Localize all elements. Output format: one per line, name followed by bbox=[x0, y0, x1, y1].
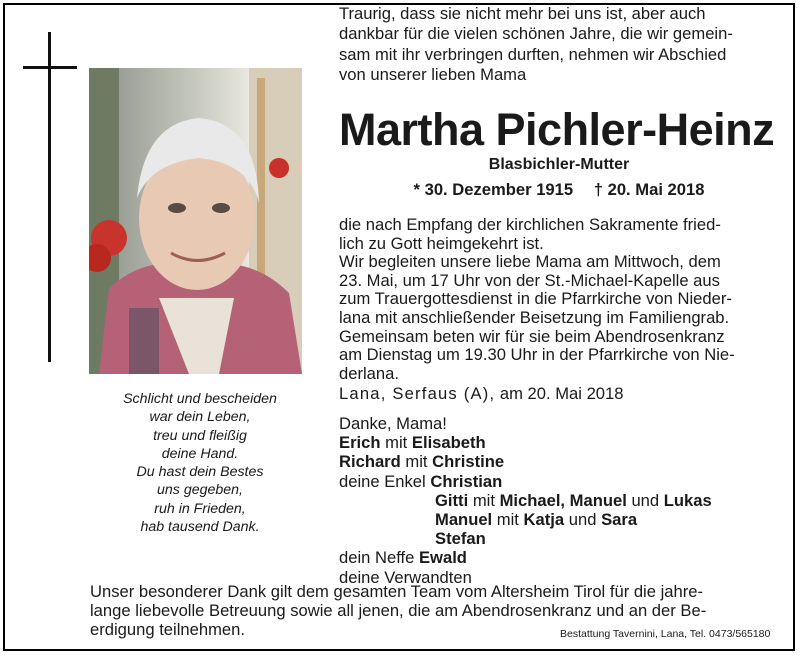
poem-line: uns gegeben, bbox=[157, 482, 243, 499]
thanks-line: Unser besonderer Dank gilt dem gesamten Team vom Altersheim Tirol für die jahre- bbox=[90, 582, 704, 601]
family-line bbox=[339, 472, 779, 491]
thanks-line: erdigung teilnehmen. bbox=[90, 620, 245, 640]
intro-line: sam mit ihr verbringen durften, nehmen wir Abschied bbox=[339, 44, 727, 64]
life-dates bbox=[339, 180, 779, 200]
poem-line: hab tausend Dank. bbox=[140, 519, 260, 536]
portrait-photo bbox=[89, 68, 302, 374]
family-member: Christine bbox=[432, 452, 505, 472]
deceased-alias: Blasbichler-Mutter bbox=[488, 156, 630, 173]
poem-line: deine Hand. bbox=[161, 445, 239, 462]
family-thanks: Danke, Mama! bbox=[339, 414, 447, 433]
family-line bbox=[339, 529, 779, 548]
family-line bbox=[339, 452, 779, 471]
family-connector: mit bbox=[405, 452, 428, 472]
body-text bbox=[339, 216, 779, 383]
family-relation: deine Enkel bbox=[339, 471, 426, 491]
family-connector: mit bbox=[472, 490, 495, 510]
body-line: die nach Empfang der kirchlichen Sakramente fried- bbox=[339, 215, 721, 234]
poem-line: Du hast dein Bestes bbox=[136, 464, 264, 481]
birth-date: * 30. Dezember 1915 bbox=[413, 180, 574, 199]
family-line bbox=[339, 548, 779, 567]
body-line: lich zu Gott heimgekehrt ist. bbox=[339, 233, 544, 253]
family-member: Lukas bbox=[663, 490, 712, 510]
poem-line: war dein Leben, bbox=[149, 409, 251, 426]
body-line: Gemeinsam beten wir für sie beim Abendrosenkranz bbox=[339, 326, 725, 346]
family-connector: mit bbox=[385, 433, 408, 453]
family-connector: mit bbox=[496, 510, 519, 530]
place-date-text: am 20. Mai 2018 bbox=[499, 384, 624, 403]
cross-icon-bar bbox=[23, 66, 77, 69]
family-member: Richard bbox=[339, 452, 401, 472]
place-date bbox=[339, 384, 779, 404]
family-line bbox=[339, 491, 779, 510]
family-member: Manuel bbox=[435, 510, 493, 530]
family-member: Elisabeth bbox=[411, 433, 486, 453]
body-line: zum Trauergottesdienst in die Pfarrkirche von Nieder- bbox=[339, 289, 732, 309]
undertaker-credit: Bestattung Tavernini, Lana, Tel. 0473/565180 bbox=[560, 628, 771, 640]
intro-line: Traurig, dass sie nicht mehr bei uns ist, aber auch bbox=[339, 4, 706, 23]
family-member: Ewald bbox=[418, 548, 467, 568]
family-member: Gitti bbox=[435, 490, 469, 510]
family-relation: dein Neffe bbox=[339, 548, 415, 568]
cross-icon bbox=[48, 32, 51, 362]
poem bbox=[110, 390, 290, 536]
death-date: † 20. Mai 2018 bbox=[593, 180, 705, 199]
family-member: Stefan bbox=[435, 529, 486, 549]
thanks-line: lange liebevolle Betreuung sowie all jenen, die am Abendrosenkranz und an der Be- bbox=[90, 601, 707, 621]
family-line bbox=[339, 510, 779, 529]
body-line: Wir begleiten unsere liebe Mama am Mittwoch, dem bbox=[339, 252, 721, 272]
body-line: derlana. bbox=[339, 363, 399, 383]
family-list bbox=[339, 414, 779, 587]
place-location: Lana, Serfaus (A), bbox=[339, 384, 496, 403]
family-member: Michael, Manuel bbox=[499, 490, 627, 510]
family-line: deine Verwandten bbox=[339, 567, 472, 587]
body-line: lana mit anschließender Beisetzung im Familiengrab. bbox=[339, 307, 730, 327]
family-member: Christian bbox=[430, 471, 503, 491]
poem-line: Schlicht und bescheiden bbox=[123, 391, 277, 407]
body-line: am Dienstag um 19.30 Uhr in der Pfarrkirche von Nie- bbox=[339, 345, 735, 365]
family-member: Erich bbox=[339, 433, 381, 453]
intro-text bbox=[339, 4, 779, 86]
family-member: Katja bbox=[523, 510, 565, 530]
family-connector: und bbox=[631, 490, 660, 510]
poem-line: treu und fleißig bbox=[153, 427, 247, 444]
portrait-illustration bbox=[89, 68, 302, 374]
family-line bbox=[339, 433, 779, 452]
poem-line: ruh in Frieden, bbox=[154, 500, 246, 517]
intro-line: von unserer lieben Mama bbox=[339, 65, 527, 85]
body-line: 23. Mai, um 17 Uhr von der St.-Michael-Kapelle aus bbox=[339, 270, 720, 290]
intro-line: dankbar für die vielen schönen Jahre, die wir gemein- bbox=[339, 24, 733, 44]
family-member: Sara bbox=[601, 510, 638, 530]
family-connector: und bbox=[568, 510, 597, 530]
deceased-name: Martha Pichler-Heinz bbox=[339, 104, 775, 155]
